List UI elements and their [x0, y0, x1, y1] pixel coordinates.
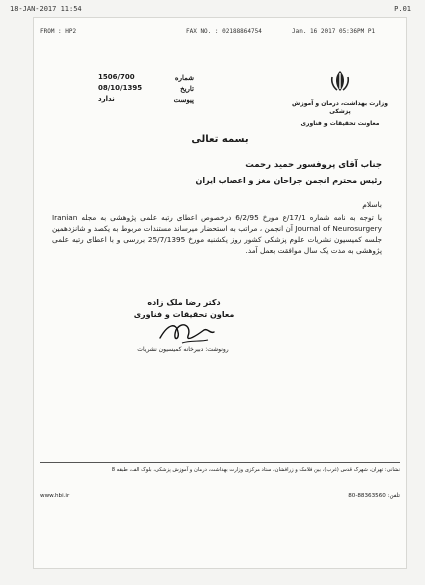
reference-attachment-row [98, 94, 194, 105]
fax-transmission-strip [0, 0, 425, 16]
letter-body: با توجه به نامه شماره 17/1/ع مورخ 6/2/95 درخصوص اعطای رتبه علمی پژوهشی به مجله Iranian Journal of Neurosurgery آن انجمن ، مراتب به استحضار میرساند مستندات مربوط به یکصد و شانزدهمین جلسه کمیسیون نشریات علوم پزشکی کشور روز یکشنبه مورخ 25/7/1395 بررسی و با اعطای رتبه علمی پژوهشی به مدت یک سال موافقت بعمل آمد. [52, 213, 382, 255]
reference-number-row [98, 72, 194, 83]
deputy-name: معاونت تحقیقات و فناوری [300, 120, 380, 127]
signer-title: معاون تحقیقات و فناوری [133, 310, 235, 319]
recipient-position: رئیس محترم انجمن جراحان مغز و اعصاب ایران [195, 176, 382, 185]
footer-website: www.hbi.ir [40, 493, 70, 499]
handwritten-signature [130, 316, 240, 350]
letterhead [292, 68, 388, 128]
greeting: باسلام [362, 200, 382, 209]
fax-date: Jan. 16 2017 05:36PM P1 [292, 28, 376, 35]
footer-contacts [40, 492, 400, 500]
fax-from: FROM : HP2 [40, 28, 77, 35]
fax-number: FAX NO. : 02188864754 [186, 28, 262, 35]
reference-date-label: تاریخ [180, 84, 194, 93]
reference-number-label: شماره [174, 73, 194, 82]
signer-name: دکتر رضا ملک زاده [147, 298, 221, 307]
fax-strip-timestamp: 18-JAN-2017 11:54 [10, 5, 82, 13]
ministry-name: وزارت بهداشت، درمان و آموزش پزشکی [292, 100, 388, 115]
iran-emblem-icon [327, 68, 353, 94]
footer-address: نشانی: تهران، شهرک قدس (غرب)، بین فلامک و زرافشان، ستاد مرکزی وزارت بهداشت، درمان و آموزش پزشکی، بلوک الف، طبقه 8 [111, 467, 400, 473]
reference-attachment: ندارد [98, 95, 115, 103]
letter-footer [40, 466, 400, 475]
reference-number: 1506/700 [98, 73, 135, 81]
reference-block [98, 72, 194, 105]
fax-strip-page: P.01 [394, 5, 411, 13]
reference-attachment-label: پیوست [173, 95, 194, 104]
letter-title: بسمه تعالی [191, 134, 249, 145]
recipient-salutation: جناب آقای پروفسور حمید رحمت [245, 160, 382, 170]
footer-phone: تلفن: 88363560-80 [348, 493, 400, 499]
reference-date: 08/10/1395 [98, 84, 143, 92]
footer-divider [40, 462, 400, 463]
carbon-copy-note: رونوشت: دبیرخانه کمیسیون نشریات [137, 346, 229, 353]
letter-page [34, 18, 406, 568]
reference-date-row [98, 83, 194, 94]
